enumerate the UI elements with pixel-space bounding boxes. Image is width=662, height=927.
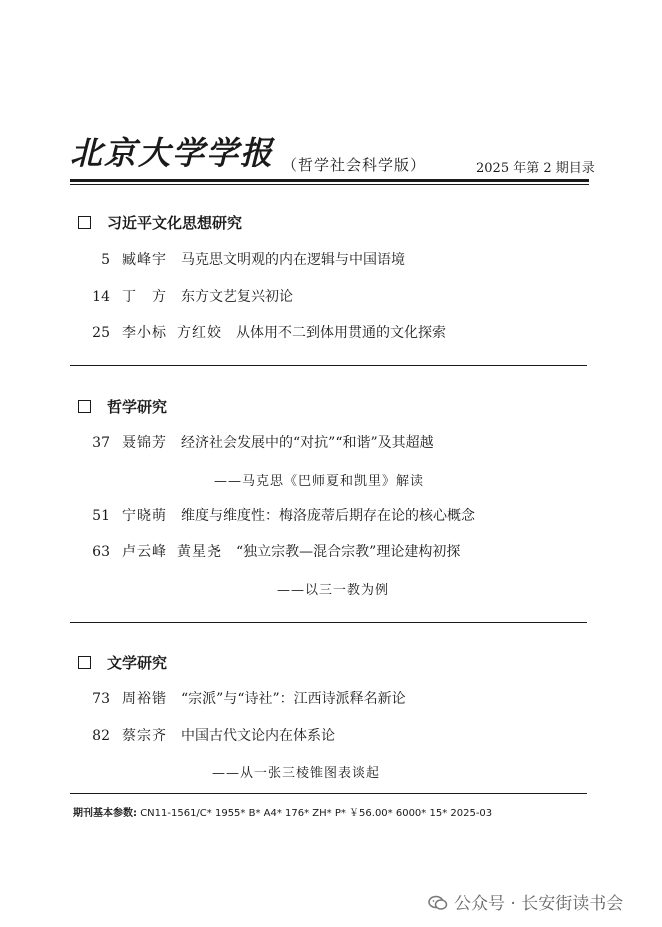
section-divider: [70, 365, 587, 366]
checkbox-square-icon: [78, 656, 91, 669]
toc-entry[interactable]: 5 臧峰宇 马克思文明观的内在逻辑与中国语境: [101, 252, 405, 268]
watermark: 公众号 · 长安街读书会: [428, 889, 623, 914]
entry-title: 东方文艺复兴初论: [181, 289, 293, 305]
section-heading: 哲学研究: [78, 396, 167, 417]
entry-subtitle: ——从一张三棱锥图表谈起: [212, 766, 381, 781]
entry-title: “独立宗教—混合宗教”理论建构初探: [236, 544, 461, 560]
masthead-rule-thick: [70, 179, 589, 182]
toc-entry[interactable]: 14 丁 方 东方文艺复兴初论: [92, 289, 293, 305]
issue-label: 2025 年第 2 期目录: [476, 161, 595, 176]
journal-parameters: 期刊基本参数: CN11-1561/C* 1955* B* A4* 176* ZH* P* ￥56.00* 6000* 15* 2025-03: [73, 808, 493, 819]
toc-entry[interactable]: 51 宁晓萌 维度与维度性：梅洛庞蒂后期存在论的核心概念: [92, 508, 475, 524]
entry-title: 马克思文明观的内在逻辑与中国语境: [181, 252, 405, 268]
entry-subtitle: ——马克思《巴师夏和凯里》解读: [214, 474, 425, 489]
edition-label: （哲学社会科学版）: [282, 156, 427, 174]
checkbox-square-icon: [78, 400, 91, 413]
toc-entry[interactable]: 82 蔡宗齐 中国古代文论内在体系论: [92, 728, 335, 744]
journal-title: 北京大学学报: [70, 134, 275, 172]
entry-title: 中国古代文论内在体系论: [181, 728, 335, 744]
masthead-rule-thin: [70, 184, 589, 185]
entry-title: 维度与维度性：梅洛庞蒂后期存在论的核心概念: [181, 508, 475, 524]
checkbox-square-icon: [78, 216, 91, 229]
toc-entry[interactable]: 73 周裕锴 “宗派”与“诗社”：江西诗派释名新论: [92, 691, 406, 707]
section-heading: 文学研究: [78, 652, 167, 673]
section-divider: [70, 622, 587, 623]
toc-entry[interactable]: 63 卢云峰 黄星尧 “独立宗教—混合宗教”理论建构初探: [92, 544, 461, 560]
toc-entry[interactable]: 37 聂锦芳 经济社会发展中的“对抗”“和谐”及其超越: [92, 435, 434, 451]
entry-title: “宗派”与“诗社”：江西诗派释名新论: [181, 691, 406, 707]
entry-subtitle: ——以三一教为例: [277, 583, 390, 598]
wechat-icon: [428, 895, 448, 911]
toc-entry[interactable]: 25 李小标 方红姣 从体用不二到体用贯通的文化探索: [92, 325, 446, 341]
entry-title: 从体用不二到体用贯通的文化探索: [236, 325, 446, 341]
entry-title: 经济社会发展中的“对抗”“和谐”及其超越: [181, 435, 434, 451]
section-divider: [70, 793, 587, 794]
section-heading: 习近平文化思想研究: [78, 212, 242, 233]
